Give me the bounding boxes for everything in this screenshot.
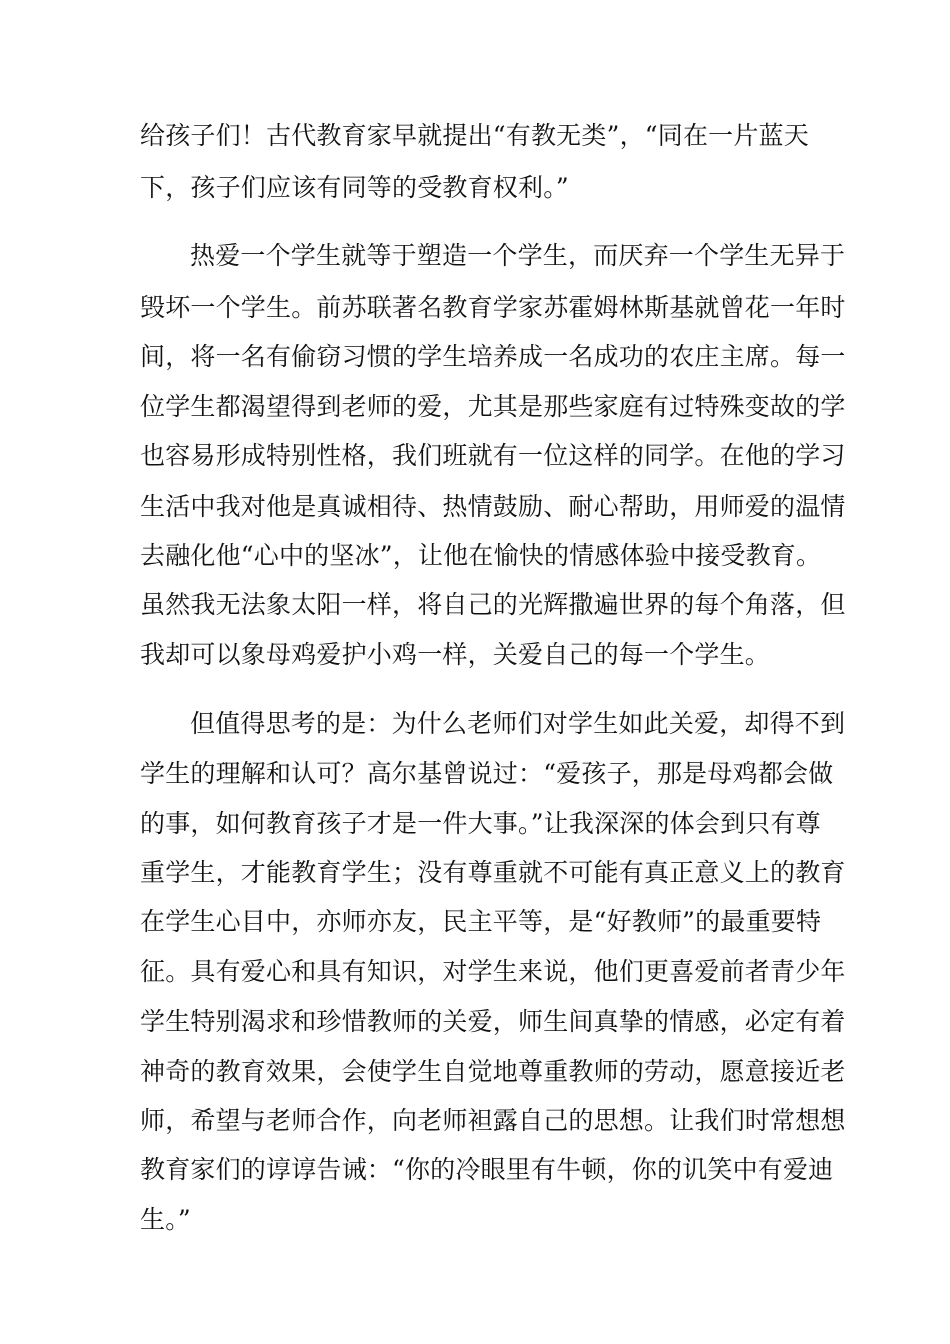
- paragraph-3-line-3: 的事，如何教育孩子才是一件大事。”让我深深的体会到只有尊: [140, 809, 821, 838]
- paragraph-3-line-9: 师，希望与老师合作，向老师袒露自己的思想。让我们时常想想: [140, 1106, 846, 1135]
- paragraph-3-line-1: 但值得思考的是：为什么老师们对学生如此关爱，却得不到: [190, 709, 846, 738]
- paragraph-3-line-11: 生。”: [140, 1205, 191, 1234]
- paragraph-2-line-8: 虽然我无法象太阳一样，将自己的光辉撒遍世界的每个角落，但: [140, 590, 846, 619]
- paragraph-2-line-6: 生活中我对他是真诚相待、热情鼓励、耐心帮助，用师爱的温情: [140, 492, 846, 521]
- paragraph-2-line-2: 毁坏一个学生。前苏联著名教育学家苏霍姆林斯基就曾花一年时: [140, 293, 846, 322]
- paragraph-2-line-4: 位学生都渴望得到老师的爱，尤其是那些家庭有过特殊变故的学: [140, 392, 846, 421]
- paragraph-1-line-1: 给孩子们！古代教育家早就提出“有教无类”，“同在一片蓝天: [140, 121, 809, 150]
- paragraph-3-line-7: 学生特别渴求和珍惜教师的关爱，师生间真挚的情感，必定有着: [140, 1007, 846, 1036]
- paragraph-3-line-8: 神奇的教育效果，会使学生自觉地尊重教师的劳动，愿意接近老: [140, 1057, 846, 1086]
- paragraph-2-line-5: 也容易形成特别性格，我们班就有一位这样的同学。在他的学习: [140, 441, 846, 470]
- paragraph-2-line-1: 热爱一个学生就等于塑造一个学生，而厌弃一个学生无异于: [190, 241, 846, 270]
- paragraph-2-line-7: 去融化他“心中的坚冰”，让他在愉快的情感体验中接受教育。: [140, 541, 822, 570]
- paragraph-3-line-5: 在学生心目中，亦师亦友，民主平等，是“好教师”的最重要特: [140, 907, 822, 936]
- paragraph-3-line-10: 教育家们的谆谆告诫：“你的冷眼里有牛顿，你的讥笑中有爱迪: [140, 1155, 834, 1184]
- paragraph-3-line-6: 征。具有爱心和具有知识，对学生来说，他们更喜爱前者青少年: [140, 957, 846, 986]
- paragraph-2-line-3: 间，将一名有偷窃习惯的学生培养成一名成功的农庄主席。每一: [140, 342, 846, 371]
- paragraph-3-line-2: 学生的理解和认可？高尔基曾说过：“爱孩子，那是母鸡都会做: [140, 759, 834, 788]
- paragraph-3-line-4: 重学生，才能教育学生；没有尊重就不可能有真正意义上的教育: [140, 858, 846, 887]
- paragraph-2-line-9: 我却可以象母鸡爱护小鸡一样，关爱自己的每一个学生。: [140, 640, 771, 669]
- paragraph-1-line-2: 下，孩子们应该有同等的受教育权利。”: [140, 173, 569, 202]
